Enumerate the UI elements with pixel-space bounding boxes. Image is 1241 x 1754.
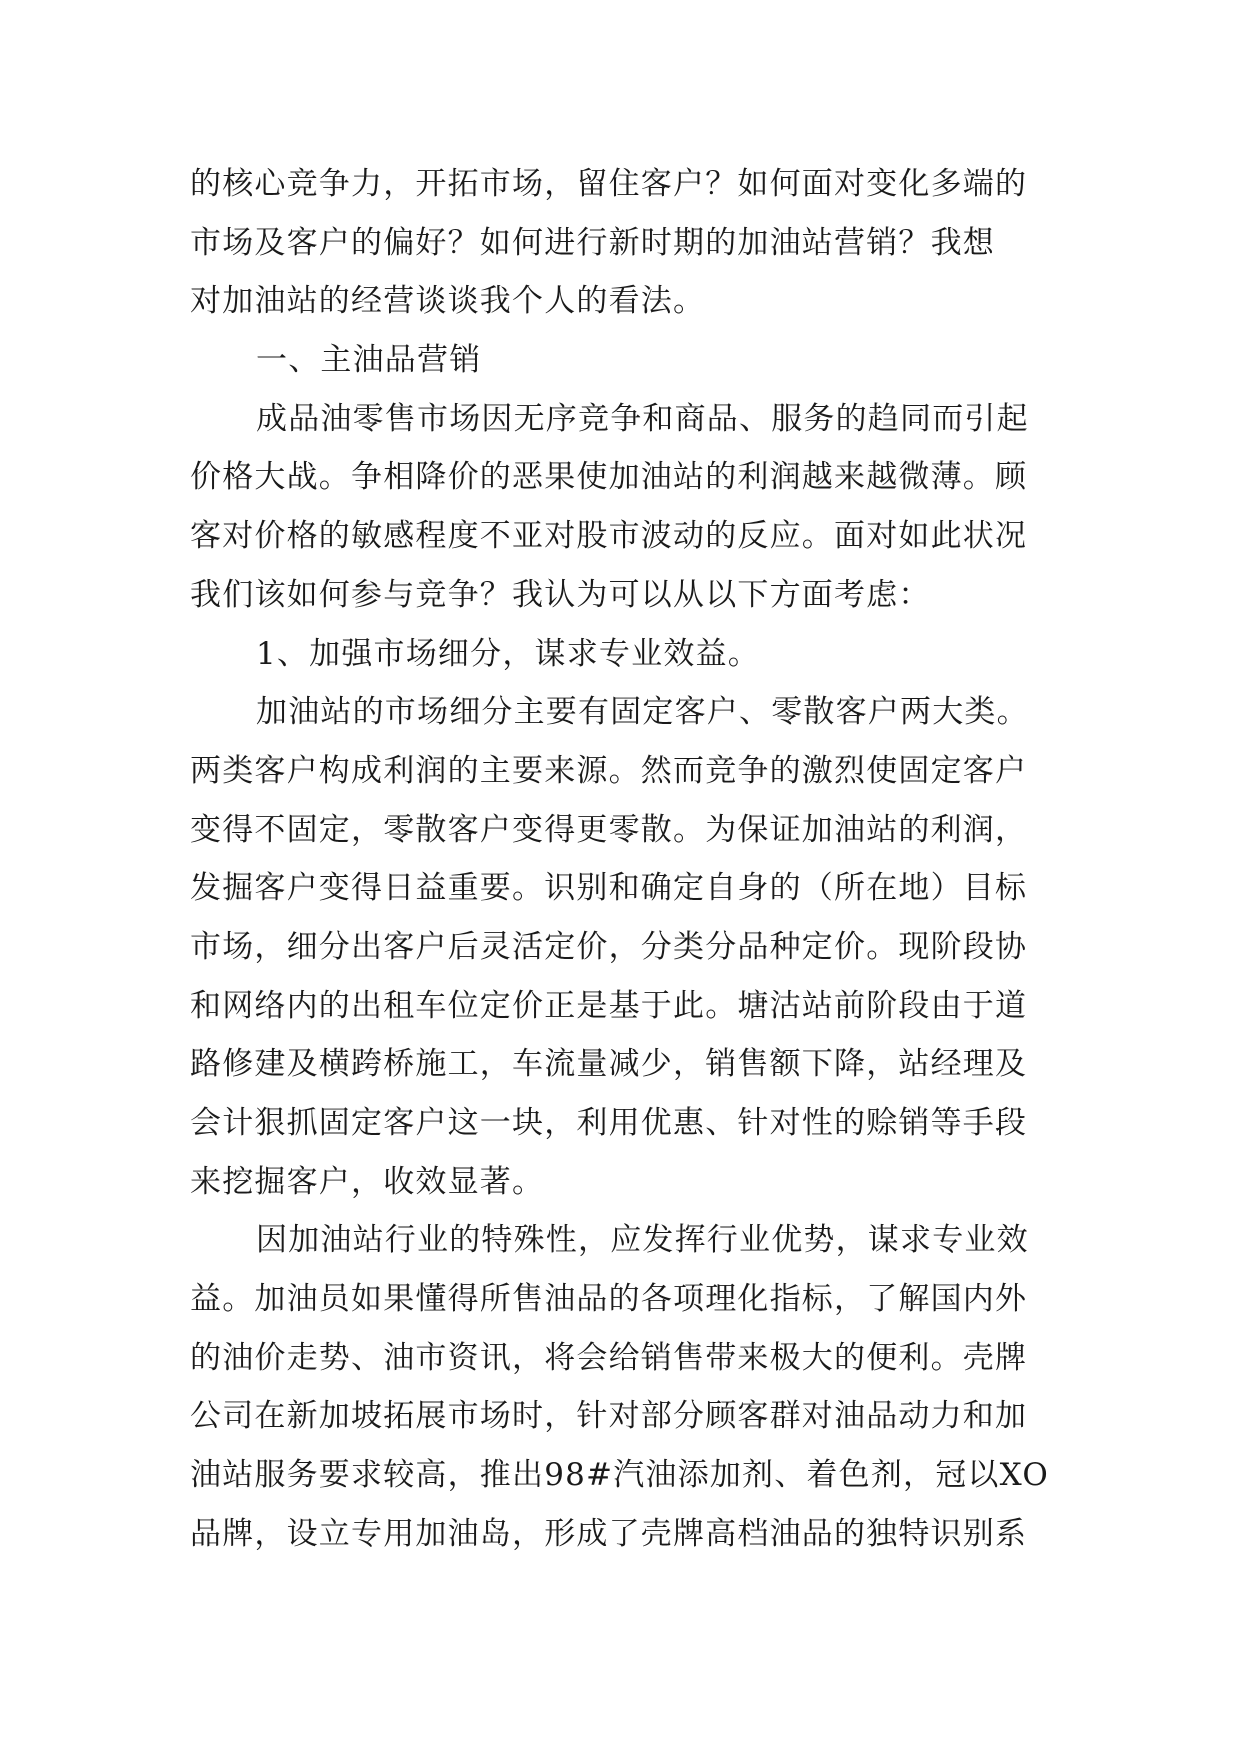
- subsection-heading: 1、加强市场细分，谋求专业效益。: [256, 635, 760, 672]
- paragraph-start: 加油站的市场细分主要有固定客户、零散客户两大类。: [256, 694, 1029, 731]
- section-heading: 一、主油品营销: [256, 342, 482, 379]
- text-line: 市场，细分出客户后灵活定价，分类分品种定价。现阶段协: [190, 928, 1028, 965]
- text-line: 两类客户构成利润的主要来源。然而竞争的激烈使固定客户: [190, 752, 1028, 789]
- text-line: 对加油站的经营谈谈我个人的看法。: [190, 283, 706, 320]
- text-line: 市场及客户的偏好？如何进行新时期的加油站营销？我想: [190, 224, 995, 261]
- text-line: 来挖掘客户，收效显著。: [190, 1163, 545, 1200]
- text-line: 益。加油员如果懂得所售油品的各项理化指标，了解国内外: [190, 1281, 1028, 1318]
- text-line: 我们该如何参与竞争？我认为可以从以下方面考虑：: [190, 576, 931, 613]
- text-line: 价格大战。争相降价的恶果使加油站的利润越来越微薄。顾: [190, 459, 1028, 496]
- text-line: 客对价格的敏感程度不亚对股市波动的反应。面对如此状况: [190, 518, 1028, 555]
- text-line: 公司在新加坡拓展市场时，针对部分顾客群对油品动力和加: [190, 1398, 1028, 1435]
- text-line: 路修建及横跨桥施工，车流量减少，销售额下降，站经理及: [190, 1046, 1028, 1083]
- text-line: 的油价走势、油市资讯，将会给销售带来极大的便利。壳牌: [190, 1339, 1028, 1376]
- text-line: 变得不固定，零散客户变得更零散。为保证加油站的利润，: [190, 811, 1028, 848]
- text-line: 会计狠抓固定客户这一块，利用优惠、针对性的赊销等手段: [190, 1105, 1028, 1141]
- paragraph-start: 因加油站行业的特殊性，应发挥行业优势，谋求专业效: [256, 1222, 1029, 1259]
- paragraph-start: 成品油零售市场因无序竞争和商品、服务的趋同而引起: [256, 400, 1029, 437]
- text-line: 油站服务要求较高，推出98#汽油添加剂、着色剂，冠以XO: [190, 1457, 1049, 1494]
- text-line: 的核心竞争力，开拓市场，留住客户？如何面对变化多端的: [190, 166, 1028, 202]
- text-line: 品牌，设立专用加油岛，形成了壳牌高档油品的独特识别系: [190, 1515, 1028, 1552]
- body-text: [190, 155, 1050, 1564]
- text-line: 发掘客户变得日益重要。识别和确定自身的（所在地）目标: [190, 870, 1028, 907]
- text-line: 和网络内的出租车位定价正是基于此。塘沽站前阶段由于道: [190, 987, 1028, 1024]
